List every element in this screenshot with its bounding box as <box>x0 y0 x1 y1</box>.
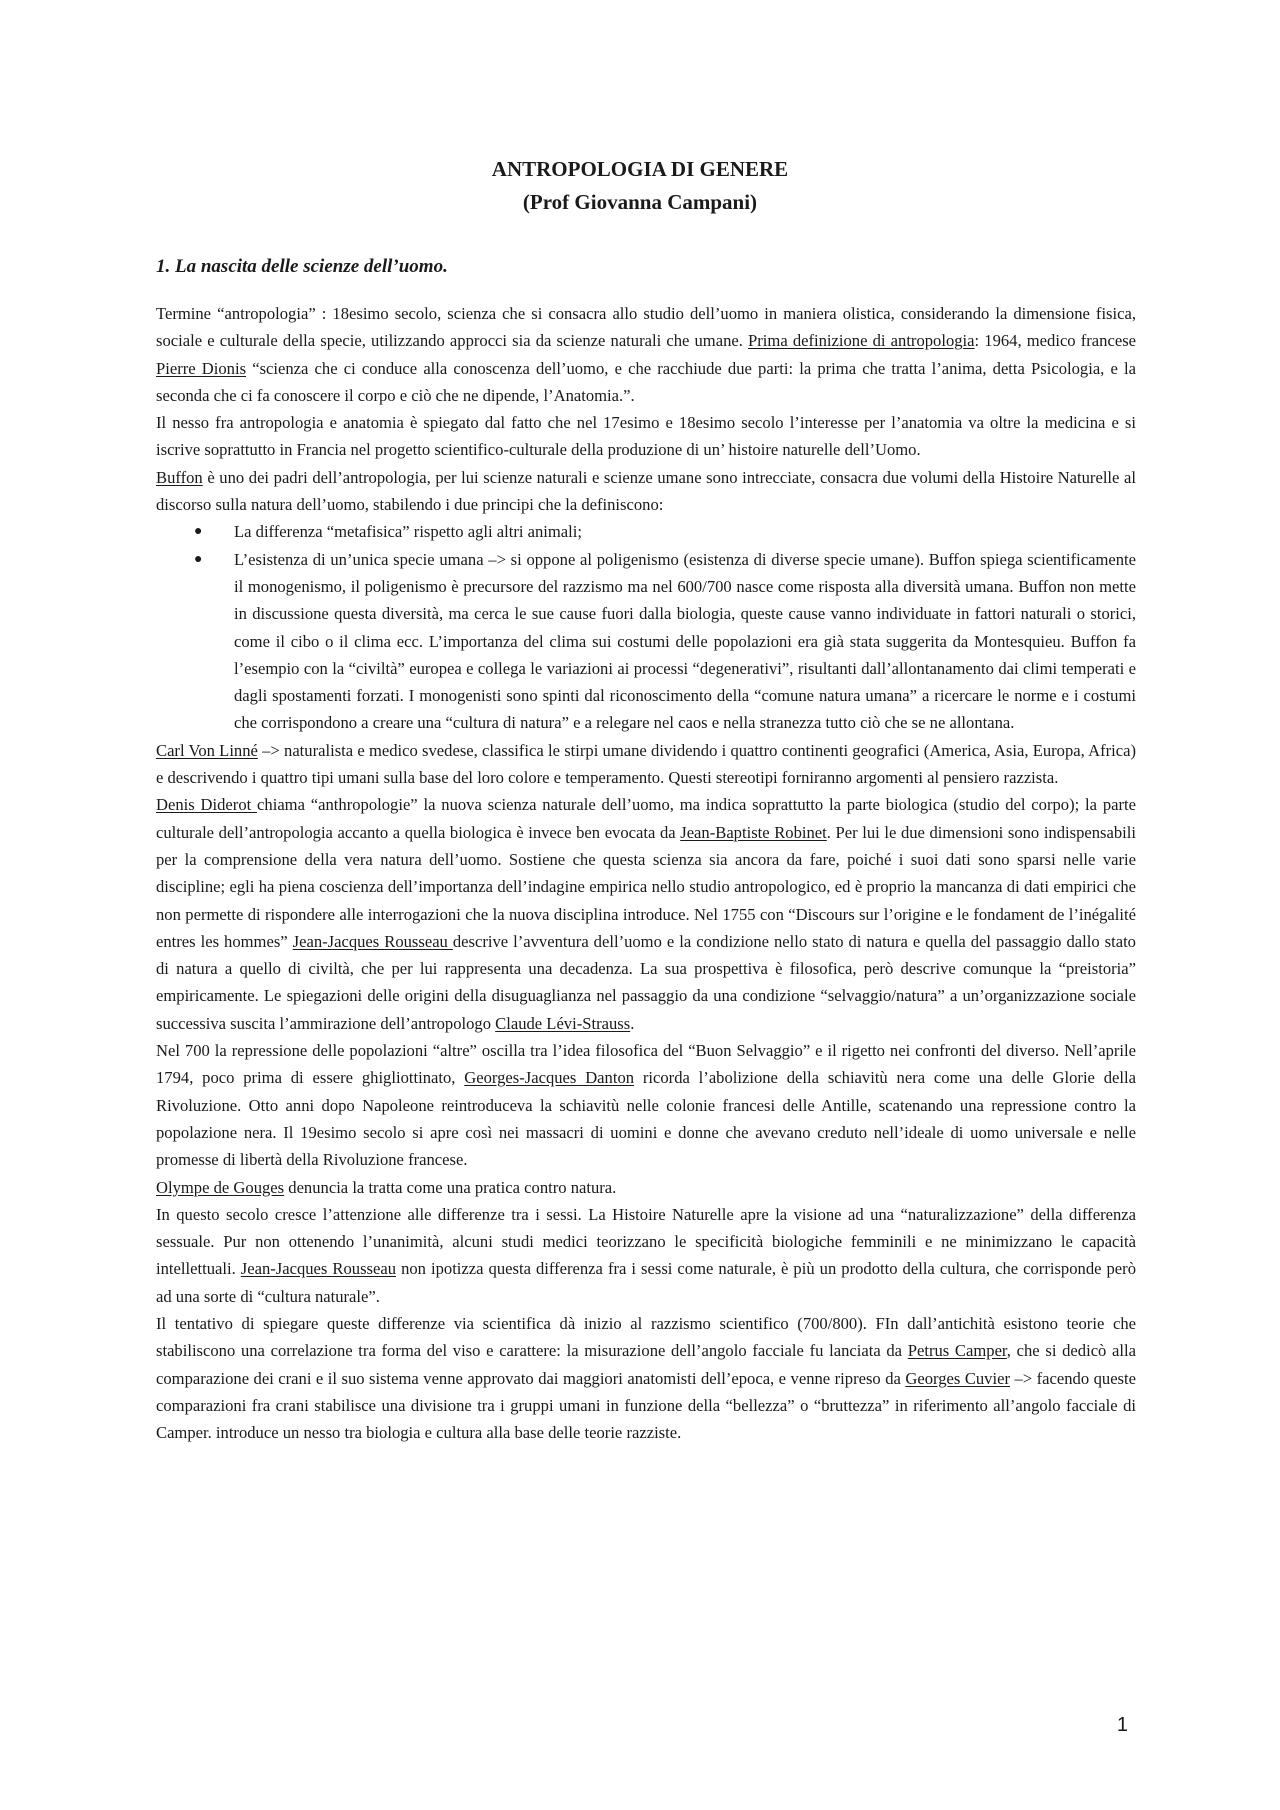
paragraph-text: Nel 700 la repressione delle popolazioni “altre” oscilla tra l’idea filosofica del “Buon Selvaggio” e il rigetto nei confronti del diverso. Nell’aprile 1794, poco prima di essere ghigliottinato, <box>156 1041 1136 1088</box>
underlined-name: Carl Von Linné <box>156 740 258 760</box>
underlined-name: Buffon <box>156 467 203 487</box>
paragraph-text: –> facendo queste comparazioni fra crani stabilisce una divisione tra i gruppi umani in funzione della “bellezza” o “bruttezza” in riferimento all’angolo facciale di Camper. introduce un nesso tra biologia e cultura alla base delle teorie razziste. <box>156 1368 1136 1443</box>
paragraph-antropologia <box>156 300 1136 409</box>
paragraph-text: “scienza che ci conduce alla conoscenza dell’uomo, e che racchiude due parti: la prima che tratta l’anima, detta Psicologia, e la seconda che ci fa conoscere il corpo e ciò che ne dipende, l’Anatomia.”. <box>156 358 1136 405</box>
underlined-name: Claude Lévi-Strauss <box>495 1013 631 1033</box>
paragraph-differenze-sessi <box>156 1201 1136 1310</box>
page-number: 1 <box>1116 1714 1128 1736</box>
underlined-name: Olympe de Gouges <box>156 1177 285 1197</box>
underlined-name: Jean-Baptiste Robinet <box>680 822 827 842</box>
paragraph-text: . <box>630 1013 635 1033</box>
paragraph-anatomia: Il nesso fra antropologia e anatomia è spiegato dal fatto che nel 17esimo e 18esimo secolo l’interesse per l’anatomia va oltre la medicina e si iscrive soprattutto in Francia nel progetto scientifico-culturale della produzione di un’ histoire naturelle dell’Uomo. <box>156 413 1136 460</box>
paragraph-text: , che si dedicò alla comparazione dei crani e il suo sistema venne approvato dai maggiori anatomisti dell’epoca, e venne ripreso da <box>156 1341 1136 1388</box>
paragraph-diderot <box>156 791 1136 1037</box>
paragraph-text: descrive l’avventura dell’uomo e la condizione nello stato di natura e quella del passaggio dallo stato di natura a quello di civiltà, che per lui rappresenta una decadenza. La sua prospettiva è filosofica, però descrive comunque la “preistoria” empiricamente. Le spiegazioni delle origini della disuguaglianza nel passaggio da una condizione “selvaggio/natura” a un’organizzazione sociale successiva suscita l’ammirazione dell’antropologo <box>156 931 1136 1033</box>
paragraph-danton <box>156 1037 1136 1173</box>
paragraph-linne <box>156 737 1136 792</box>
underlined-name: Georges Cuvier <box>905 1368 1010 1388</box>
paragraph-text: : 1964, medico francese <box>974 331 1137 351</box>
paragraph-text: non ipotizza questa differenza fra i sessi come naturale, è più un prodotto della cultura, che corrisponde però ad una sorte di “cultura naturale”. <box>156 1259 1136 1306</box>
list-item-text: L’esistenza di un’unica specie umana –> si oppone al poligenismo (esistenza di diverse specie umane). Buffon spiega scientificamente il monogenismo, il poligenismo è precursore del razzismo ma nel 600/700 nasce come risposta alla diversità umana. Buffon non mette in discussione questa diversità, ma cerca le sue cause fuori dalla biologia, queste cause vanno individuate in fattori naturali o storici, come il cibo o il clima ecc. L’importanza del clima sui costumi delle popolazioni era già stata suggerita da Montesquieu. Buffon fa l’esempio con la “civiltà” europea e collega le variazioni ai processi “degenerativi”, risultanti dall’allontanamento dai climi temperati e dagli spostamenti forzati. I monogenisti sono spinti dal riconoscimento della “comune natura umana” a ricercare le norme e i costumi che corrispondono a creare una “cultura di natura” e a relegare nel caos e nella stranezza tutto ciò che se ne allontana. <box>234 549 1136 733</box>
paragraph-gouges <box>156 1174 1136 1201</box>
list-item-text: La differenza “metafisica” rispetto agli altri animali; <box>234 522 582 542</box>
paragraph-text: . Per lui le due dimensioni sono indispensabili per la comprensione della vera natura dell’uomo. Sostiene che questa scienza sia ancora da fare, poiché i suoi dati sono sparsi nelle varie discipline; egli ha piena coscienza dell’importanza dell’indagine empirica nello studio antropologico, ed è proprio la mancanza di dati empirici che non permette di rispondere alle interrogazioni che la nuova disciplina introduce. Nel 1755 con “Discours sur l’origine e le fondament de l’inégalité entres les hommes” <box>156 822 1136 951</box>
bullet-icon: ● <box>194 551 203 567</box>
paragraph-razzismo-scientifico <box>156 1310 1136 1446</box>
paragraph-text: In questo secolo cresce l’attenzione alle differenze tra i sessi. La Histoire Naturelle apre la visione ad una “naturalizzazione” della differenza sessuale. Pur non ottenendo l’unanimità, alcuni studi medici teorizzano le specificità biologiche femminili e ne minimizzano le capacità intellettuali. <box>156 1204 1136 1279</box>
underlined-name: Georges-Jacques Danton <box>464 1068 635 1088</box>
paragraph-buffon <box>156 464 1136 519</box>
underlined-term: Prima definizione di antropologia <box>748 331 975 351</box>
list-item <box>156 518 1136 545</box>
paragraph-text: è uno dei padri dell’antropologia, per lui scienze naturali e scienze umane sono intrecciate, consacra due volumi della Histoire Naturelle al discorso sulla natura dell’uomo, stabilendo i due principi che la definiscono: <box>156 467 1136 515</box>
underlined-name: Denis Diderot <box>156 795 258 815</box>
paragraph-text: chiama “anthropologie” la nuova scienza naturale dell’uomo, ma indica soprattutto la parte biologica (studio del corpo); la parte culturale dell’antropologia accanto a quella biologica è invece ben evocata da <box>156 795 1137 842</box>
underlined-name: Jean-Jacques Rousseau <box>240 1259 397 1279</box>
document-body <box>156 300 1136 1446</box>
bullet-icon: ● <box>194 524 203 540</box>
paragraph-text: Termine “antropologia” : 18esimo secolo, scienza che si consacra allo studio dell’uomo in maniera olistica, considerando la dimensione fisica, sociale e culturale della specie, utilizzando approcci sia da scienze naturali che umane. <box>156 304 1136 351</box>
underlined-name: Pierre Dionis <box>156 358 247 378</box>
paragraph-text: ricorda l’abolizione della schiavitù nera come una delle Glorie della Rivoluzione. Otto anni dopo Napoleone reintroduceva la schiavitù nelle colonie francesi delle Antille, scatenando una repressione contro la popolazione nera. Il 19esimo secolo si apre così nei massacri di uomini e donne che avevano creduto nell’ideale di uomo universale e nelle promesse di libertà della Rivoluzione francese. <box>156 1068 1136 1170</box>
document-title: ANTROPOLOGIA DI GENERE <box>491 157 789 181</box>
paragraph-text: –> naturalista e medico svedese, classifica le stirpi umane dividendo i quattro continenti geografici (America, Asia, Europa, Africa) e descrivendo i quattro tipi umani sulla base del loro colore e temperamento. Questi stereotipi forniranno argomenti al pensiero razzista. <box>156 740 1136 788</box>
section-heading: 1. La nascita delle scienze dell’uomo. <box>156 256 448 277</box>
list-item <box>156 546 1136 737</box>
bullet-list <box>156 518 1136 736</box>
paragraph-text: Il tentativo di spiegare queste differenze via scientifica dà inizio al razzismo scientifico (700/800). FIn dall’antichità esistono teorie che stabiliscono una correlazione tra forma del viso e carattere: la misurazione dell’angolo facciale fu lanciata da <box>156 1313 1136 1361</box>
document-subtitle: (Prof Giovanna Campani) <box>522 190 758 214</box>
underlined-name: Petrus Camper <box>907 1341 1007 1361</box>
underlined-name: Jean-Jacques Rousseau <box>292 931 453 951</box>
paragraph-text: denuncia la tratta come una pratica contro natura. <box>284 1177 617 1197</box>
